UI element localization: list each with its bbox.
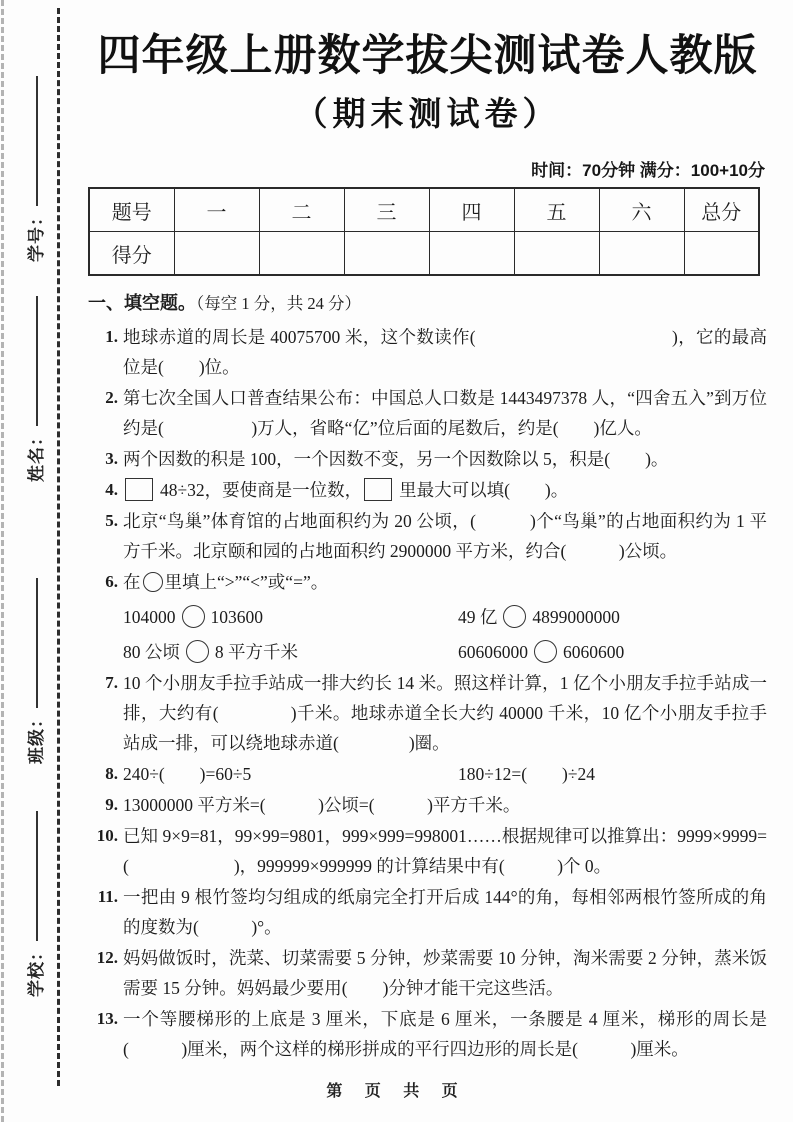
page-edge-dashes [1,0,4,1122]
school-field [22,811,47,997]
question-3 [88,444,767,474]
question-4-number: 4. [105,480,118,499]
fill-in-blank-questions [88,322,767,1064]
question-8-equations [123,759,767,789]
comparison-circle-icon [182,605,205,628]
question-6-intro-pre: 在 [123,572,141,592]
pair-3-right-value: 8 平方千米 [214,642,298,662]
question-11 [88,882,767,942]
comparison-pair-4 [458,632,767,667]
score-table-header-row [89,188,759,232]
section-one-title: 一、填空题。 [88,293,196,313]
question-2-number: 2. [105,388,118,407]
paper-subtitle: （期末测试卷） [294,95,561,132]
question-7 [88,668,767,758]
question-6-comparison-grid [123,597,767,667]
question-5-number: 5. [105,511,118,530]
question-1-number: 1. [105,327,118,346]
question-13-number: 13. [96,1009,118,1028]
class-field [22,578,47,764]
paper-title: 四年级上册数学拔尖测试卷人教版 [97,32,758,80]
question-3-number: 3. [105,449,118,468]
col-section-1: 一 [174,188,259,232]
student-name-label: 姓名： [27,428,46,482]
score-cell-2 [259,232,344,276]
question-5-text: 北京“鸟巢”体育馆的占地面积约为 20 公顷，( )个“鸟巢”的占地面积约为 1 平方千米。北京颐和园的占地面积约 2900000 平方米，约合( )公顷。 [123,511,767,561]
score-cell-5 [514,232,599,276]
question-11-number: 11. [97,887,118,906]
question-2-text: 第七次全国人口普查结果公布：中国总人口数是 1443497378 人，“四舍五入”到万位约是( )万人，省略“亿”位后面的尾数后，约是( )亿人。 [123,388,767,438]
score-cell-4 [429,232,514,276]
col-section-6: 六 [599,188,684,232]
question-6-number: 6. [105,572,118,591]
student-id-blank-line [36,76,38,206]
main-content [88,28,767,1065]
score-table [88,187,760,276]
pair-4-left-value: 60606000 [458,642,528,662]
question-6 [88,567,767,667]
question-4-text [123,475,767,505]
student-id-field [22,76,47,262]
question-8-body [123,759,767,789]
question-7-number: 7. [105,673,118,692]
question-9-number: 9. [105,795,118,814]
question-7-text: 10 个小朋友手拉手站成一排大约长 14 米。照这样计算，1 亿个小朋友手拉手站成一排，大约有( )千米。地球赤道全长大约 40000 千米，10 亿个小朋友手拉手站成一排，可以绕地球赤道( )圈。 [123,673,767,753]
comparison-pair-1 [123,597,458,632]
question-11-text: 一把由 9 根竹签均匀组成的纸扇完全打开后成 144°的角，每相邻两根竹签所成的角的度数为( )°。 [123,887,767,937]
question-9 [88,790,767,820]
question-1-text: 地球赤道的周长是 40075700 米，这个数读作( )，它的最高位是( )位。 [123,327,767,377]
pair-2-right-value: 4899000000 [532,607,620,627]
score-cell-3 [344,232,429,276]
question-8 [88,759,767,789]
question-8-right-equation: 180÷12=( )÷24 [458,764,595,784]
school-blank-line [36,811,38,941]
question-6-intro [123,567,767,597]
comparison-circle-icon [186,640,209,663]
question-12-number: 12. [96,948,118,967]
question-8-left-equation: 240÷( )=60÷5 [123,764,252,784]
pair-1-left-value: 104000 [123,607,176,627]
question-6-body [123,567,767,667]
col-total: 总分 [684,188,759,232]
question-4-segment-2: 里最大可以填( )。 [399,480,569,500]
student-name-field [22,296,47,482]
question-3-text: 两个因数的积是 100，一个因数不变，另一个因数除以 5，积是( )。 [123,449,669,469]
comparison-circle-icon [503,605,526,628]
score-cell-total [684,232,759,276]
empty-digit-box [125,478,153,501]
pair-4-right-value: 6060600 [563,642,625,662]
question-10 [88,821,767,881]
question-12-text: 妈妈做饭时，洗菜、切菜需要 5 分钟，炒菜需要 10 分钟，淘米需要 2 分钟，蒸米饭需要 15 分钟。妈妈最少要用( )分钟才能干完这些活。 [123,948,767,998]
question-9-text: 13000000 平方米=( )公顷=( )平方千米。 [123,795,521,815]
question-6-intro-post: 里填上“>”“<”或“=”。 [164,572,329,592]
pair-3-left-value: 80 公顷 [123,642,180,662]
col-section-5: 五 [514,188,599,232]
question-10-text: 已知 9×9=81，99×99=9801，999×999=998001……根据规律可以推算出：9999×9999=( )，999999×999999 的计算结果中有( )个 0。 [123,826,767,876]
section-one-points-note: （每空 1 分，共 24 分） [196,294,361,313]
comparison-circle-icon [143,572,163,592]
page-footer: 第 页 共 页 [326,1083,467,1100]
pair-1-right-value: 103600 [210,607,263,627]
comparison-pair-2 [458,597,767,632]
question-13-text: 一个等腰梯形的上底是 3 厘米，下底是 6 厘米，一条腰是 4 厘米，梯形的周长是( )厘米，两个这样的梯形拼成的平行四边形的周长是( )厘米。 [123,1009,767,1059]
class-label: 班级： [27,710,46,764]
question-2 [88,383,767,443]
pair-2-left-value: 49 亿 [458,607,498,627]
comparison-circle-icon [534,640,557,663]
binding-dashed-line [57,8,60,1086]
empty-digit-box [364,478,392,501]
class-blank-line [36,578,38,708]
student-id-label: 学号： [27,208,46,262]
score-cell-1 [174,232,259,276]
question-4-segment-1: 48÷32，要使商是一位数， [160,480,363,500]
question-4 [88,475,767,505]
question-number-header: 题号 [89,188,174,232]
question-10-number: 10. [96,826,118,845]
col-section-3: 三 [344,188,429,232]
school-label: 学校： [27,943,46,997]
student-name-blank-line [36,296,38,426]
score-cell-6 [599,232,684,276]
question-13 [88,1004,767,1064]
col-section-4: 四 [429,188,514,232]
time-score-info: 时间：70分钟 满分：100+10分 [531,161,765,180]
question-5 [88,506,767,566]
question-12 [88,943,767,1003]
score-row-label: 得分 [89,232,174,276]
question-8-number: 8. [105,764,118,783]
question-1 [88,322,767,382]
section-one-heading [88,290,767,317]
comparison-pair-3 [123,632,458,667]
col-section-2: 二 [259,188,344,232]
score-table-score-row [89,232,759,276]
